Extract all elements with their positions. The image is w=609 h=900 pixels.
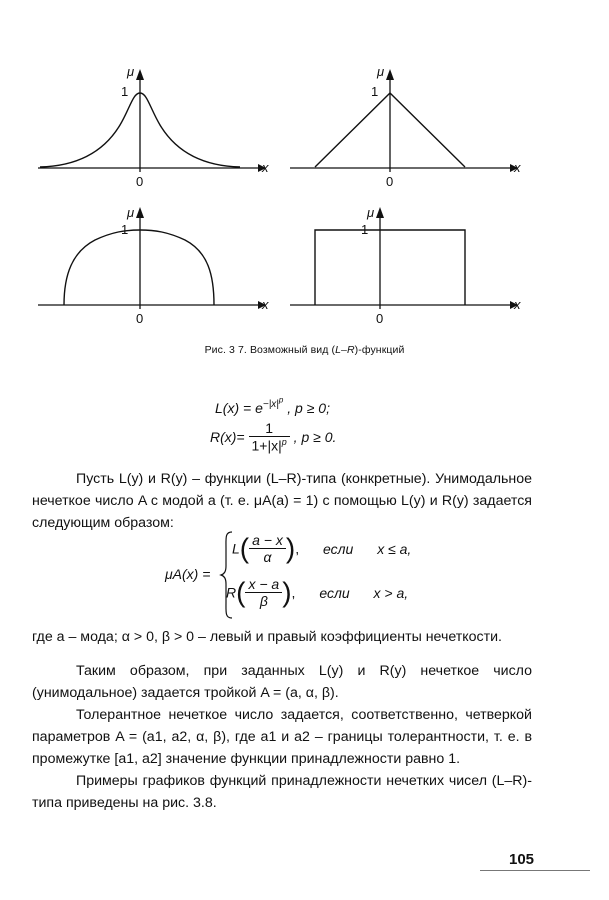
piecewise-lhs <box>165 566 210 582</box>
paragraph-5: Примеры графиков функций принадлежности нечетких чисел (L–R)-типа приведены на рис. 3.8. <box>32 773 532 811</box>
x-label: x <box>262 160 269 175</box>
row2-word: если <box>319 584 350 601</box>
formula-r-num: 1 <box>249 420 290 437</box>
paragraph-2: где a – мода; α > 0, β > 0 – левый и правый коэффициенты нечеткости. <box>32 629 502 645</box>
figure-caption <box>0 344 609 356</box>
row2-func: R <box>226 584 237 601</box>
formula-l-exp-p: p <box>278 396 284 405</box>
panel-bell <box>38 64 269 189</box>
figure-lr-functions <box>0 0 609 340</box>
caption-suffix: )-функций <box>354 344 405 356</box>
y-arrow-icon <box>136 69 144 80</box>
y-arrow-icon <box>386 69 394 80</box>
row1-num: a − x <box>249 532 286 549</box>
y-arrow-icon <box>376 207 384 218</box>
one-label: 1 <box>121 222 129 237</box>
formula-l <box>215 396 330 416</box>
x-label: x <box>262 297 269 312</box>
paragraph-4: Толерантное нечеткое число задается, соответственно, четверкой параметров A = (a1, a2, α, β), где a1 и a2 – границы толерантности, т. е. в промежутке [a1, a2] значение функции принадлежности равно 1. <box>32 707 532 767</box>
row2-num: x − a <box>245 576 282 593</box>
panel-semicircle <box>38 205 269 326</box>
piecewise-row-2: R( $\frac{x - a}{\beta}$ ), если x > a, <box>226 576 409 609</box>
row2-den: β <box>259 593 268 609</box>
page-number: 105 <box>509 851 535 868</box>
paragraph-1: Пусть L(y) и R(y) – функции (L–R)-типа (конкретные). Унимодальное нечеткое число A с модой a (т. е. μA(a) = 1) с помощью L(y) и R(y) задается следующим образом: <box>32 471 532 531</box>
formula-r-den-p: p <box>281 437 287 447</box>
zero-label: 0 <box>136 311 144 326</box>
row1-word: если <box>322 540 354 557</box>
figure-svg <box>0 0 609 340</box>
formula-l-cond: , p ≥ 0; <box>287 399 330 416</box>
formula-r-fraction <box>249 420 290 454</box>
mu-label: μ <box>377 64 385 79</box>
formula-l-exp: −|x| <box>262 399 279 411</box>
y-arrow-icon <box>136 207 144 218</box>
row1-den: α <box>263 549 272 565</box>
mu-label: μ <box>127 64 135 79</box>
formula-r-cond: , p ≥ 0. <box>293 428 337 445</box>
one-label: 1 <box>361 222 369 237</box>
x-label: x <box>514 297 521 312</box>
row1-func: L <box>232 540 240 557</box>
zero-label: 0 <box>136 174 144 189</box>
row2-fraction <box>245 576 282 609</box>
formula-r <box>210 420 336 454</box>
semicircle-curve <box>64 230 214 305</box>
x-label: x <box>514 160 521 175</box>
mu-label: μ <box>127 205 135 220</box>
row1-cond: x ≤ a, <box>377 540 412 557</box>
formula-r-den: 1+|x| <box>251 437 282 454</box>
formula-l-lhs: L(x) = e <box>215 399 263 416</box>
one-label: 1 <box>121 84 129 99</box>
footer-rule <box>480 870 590 871</box>
piecewise-lhs-text: μA(x) = <box>165 566 211 582</box>
zero-label: 0 <box>386 174 394 189</box>
row2-cond: x > a, <box>373 584 409 601</box>
piecewise-row-1: L( $\frac{a - x}{\alpha}$ ), если x ≤ a, <box>232 532 412 565</box>
rectangle-curve <box>315 230 465 305</box>
caption-prefix: Рис. 3 7. Возможный вид ( <box>204 344 336 356</box>
paragraph-3: Таким образом, при заданных L(y) и R(y) нечеткое число (унимодальное) задается тройкой A = (a, α, β). <box>32 663 532 701</box>
panel-rectangle <box>290 205 521 326</box>
row1-fraction <box>249 532 286 565</box>
panel-triangle <box>290 64 521 189</box>
formula-r-lhs: R(x)= <box>210 428 245 445</box>
caption-italic: L–R <box>335 344 355 356</box>
mu-label: μ <box>367 205 375 220</box>
one-label: 1 <box>371 84 379 99</box>
zero-label: 0 <box>376 311 384 326</box>
